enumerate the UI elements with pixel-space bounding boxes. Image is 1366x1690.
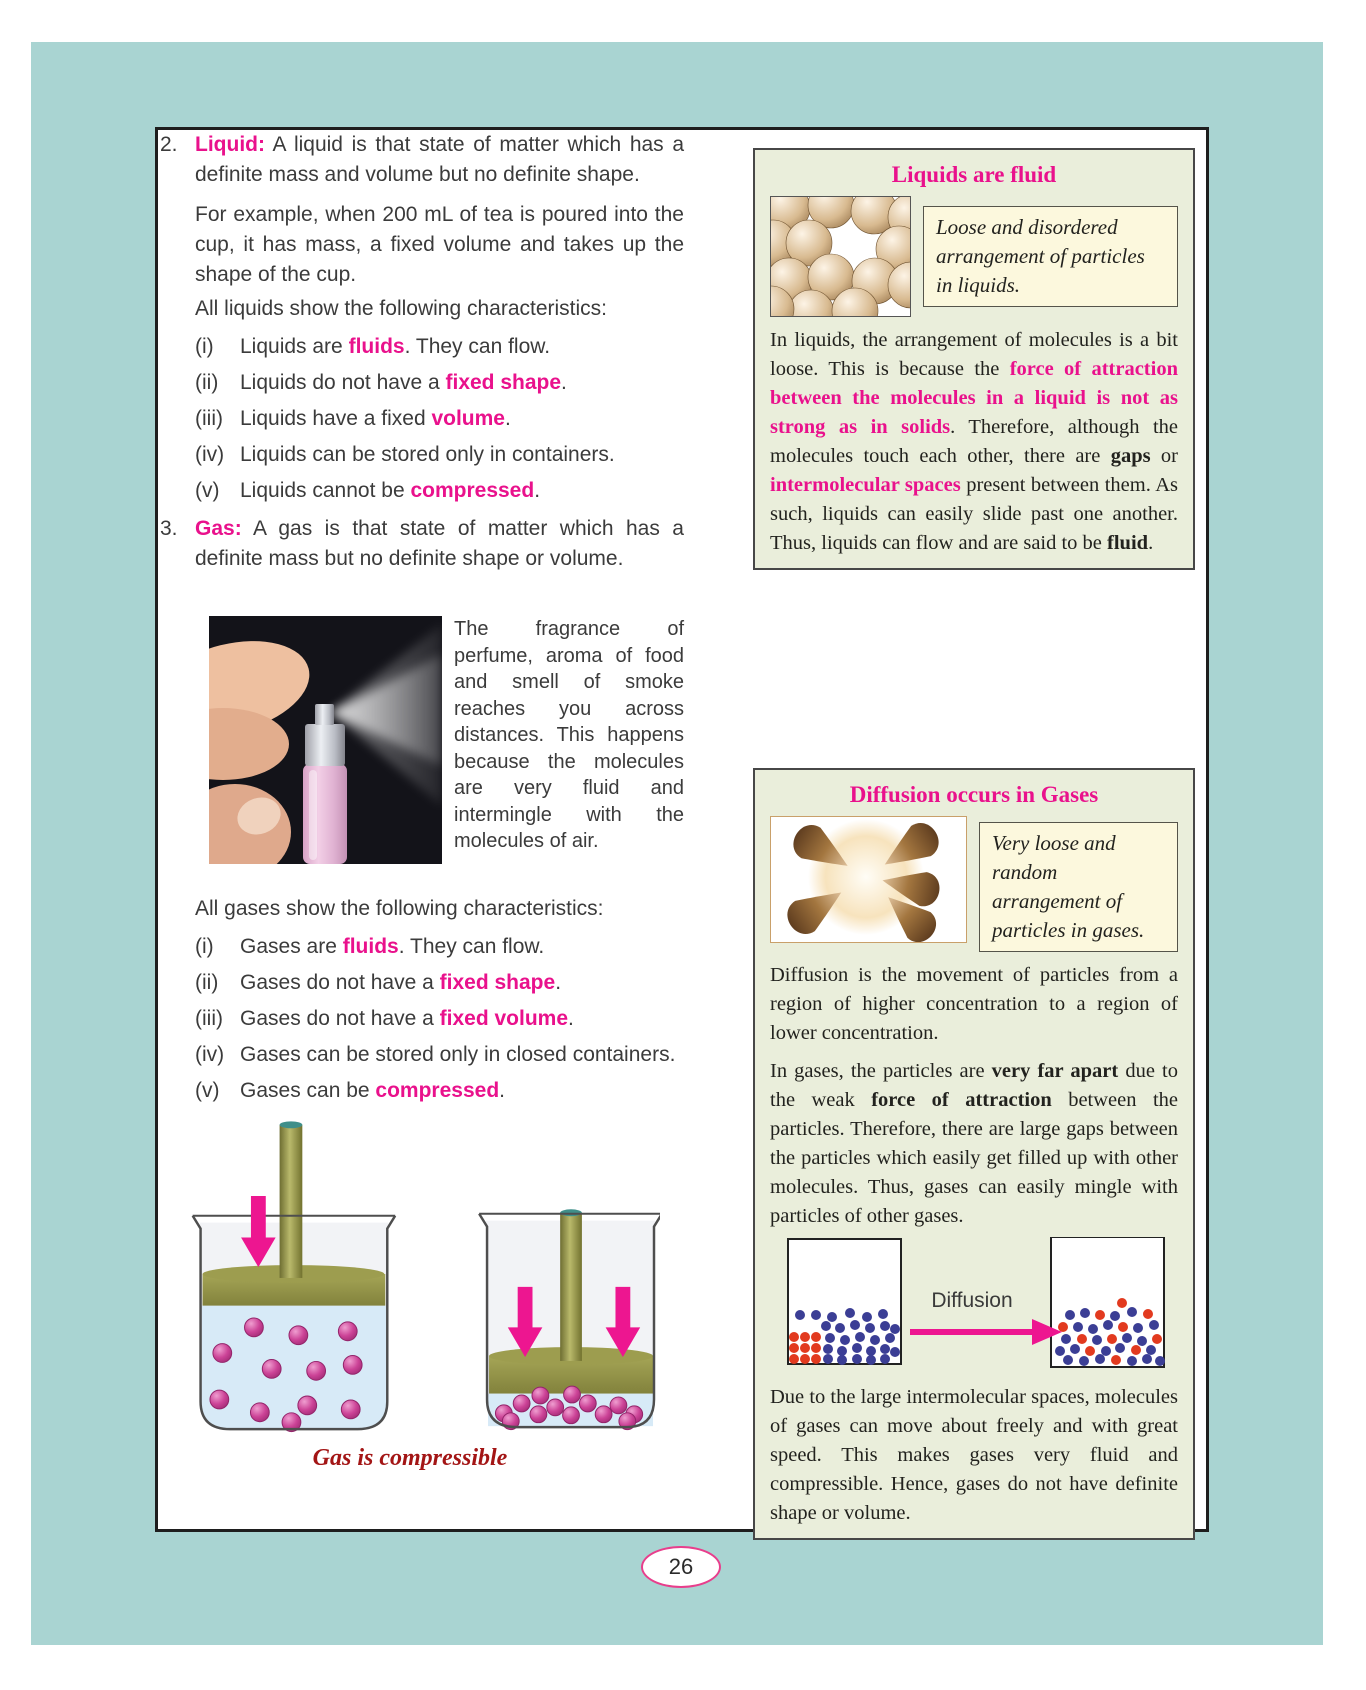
gas-compression-figure (160, 1112, 684, 1473)
liquid-point-iii (160, 404, 684, 434)
gas-point-ii (160, 968, 684, 998)
list-marker: (iv) (195, 1043, 225, 1066)
diffusion-conclusion: Due to the large intermolecular spaces, molecules of gases can move about freely and with great speed. This makes gases very fluid and compressible. Hence, gases do not have definite shape or volume. (770, 1386, 1178, 1524)
point-text: Gases are (240, 935, 343, 958)
list-marker: (v) (195, 1079, 220, 1102)
point-text: . (499, 1079, 505, 1102)
point-text: . (505, 407, 511, 430)
liquid-point-v (160, 476, 684, 506)
list-marker: (iv) (195, 443, 225, 466)
perfume-spray-photo (209, 616, 442, 864)
bold-segment: force of attraction (871, 1089, 1052, 1111)
diffusion-box (753, 768, 1195, 1540)
figure-caption: Gas is compressible (312, 1445, 508, 1471)
highlight-segment: intermolecular spaces (770, 474, 961, 496)
diffusion-diagram-svg (770, 1237, 1178, 1369)
point-text: Liquids can be stored only in containers. (240, 443, 615, 466)
page-number: 26 (668, 1554, 694, 1579)
gas-point-iii (160, 1004, 684, 1034)
beakers-diagram (160, 1112, 660, 1438)
perfume-paragraph: The fragrance of perfume, aroma of food and smell of smoke reaches you across distances. This happens because the molecules are very fluid and intermingle with the molecules of air. (454, 618, 684, 852)
left-column (160, 128, 684, 1473)
liquids-are-fluid-box (753, 148, 1195, 570)
point-text: . (555, 971, 562, 994)
page-number-badge (641, 1546, 721, 1588)
gas-point-iv (160, 1040, 684, 1070)
perfume-figure-row (209, 616, 684, 864)
liquids-intro: All liquids show the following characteristics: (195, 297, 608, 320)
liquid-particles-image (770, 196, 911, 317)
point-text: Liquids have a fixed (240, 407, 432, 430)
liquid-definition-text: A liquid is that state of matter which has a definite mass and volume but no definite shape. (195, 133, 684, 186)
highlight-word: fluids (348, 335, 405, 358)
highlight-word: compressed (410, 479, 535, 502)
point-text: Gases do not have a (240, 1007, 440, 1030)
liquids-paragraph (770, 326, 1178, 558)
list-marker: (iii) (195, 1007, 223, 1030)
highlight-word: fluids (342, 935, 399, 958)
list-marker: (ii) (195, 371, 219, 394)
list-marker: (v) (195, 479, 220, 502)
bold-segment: fluid (1107, 532, 1149, 554)
term-liquid: Liquid: (195, 133, 265, 156)
highlight-word: fixed volume (439, 1007, 569, 1030)
text-segment: . Therefore, although the molecules touch each other, there are (770, 416, 1178, 467)
highlight-word: volume (431, 407, 505, 430)
gases-intro: All gases show the following characteristics: (195, 897, 604, 920)
highlight-word: fixed shape (445, 371, 562, 394)
list-marker: (i) (195, 935, 214, 958)
liquid-example: For example, when 200 mL of tea is poured into the cup, it has mass, a fixed volume and takes up the shape of the cup. (195, 203, 684, 286)
point-text: . They can flow. (404, 335, 551, 358)
gas-particles-figure (770, 816, 1178, 952)
liquid-definition (160, 130, 684, 190)
text-segment: . (1148, 532, 1154, 554)
point-text: Gases do not have a (240, 971, 440, 994)
list-marker: (i) (195, 335, 214, 358)
list-marker: (ii) (195, 971, 219, 994)
liquid-point-ii (160, 368, 684, 398)
text-segment: present between them. As such, liquids can easily slide past one another. Thus, liquids can flow and are said to be (770, 474, 1178, 554)
text-segment: between the particles. Therefore, there are large gaps between the particles which easily get filled up with other molecules. Thus, gases can easily mingle with particles of other gases. (770, 1089, 1179, 1227)
point-text: Liquids are (240, 335, 349, 358)
list-marker: (iii) (195, 407, 223, 430)
gas-particles-paragraph (770, 1057, 1178, 1231)
point-text: . (534, 479, 541, 502)
point-text: . They can flow. (398, 935, 545, 958)
gas-definition-text: A gas is that state of matter which has a definite mass but no definite shape or volume. (195, 517, 684, 570)
gas-particles-image (770, 816, 967, 943)
point-text: Liquids cannot be (240, 479, 411, 502)
text-segment: or (1150, 445, 1178, 467)
highlight-word: compressed (375, 1079, 500, 1102)
point-text: . (568, 1007, 574, 1030)
highlight-word: fixed shape (439, 971, 556, 994)
text-segment: In gases, the particles are (770, 1060, 992, 1082)
point-text: Gases can be stored only in closed containers. (240, 1043, 676, 1066)
list-number: 2. (160, 133, 178, 156)
list-number: 3. (160, 517, 178, 540)
point-text: Liquids do not have a (240, 371, 446, 394)
liquid-point-i (160, 332, 684, 362)
diffusion-definition: Diffusion is the movement of particles from a region of higher concentration to a region of lower concentration. (770, 964, 1178, 1044)
gas-point-i (160, 932, 684, 962)
liquid-particles-figure (770, 196, 1178, 317)
point-text: . (561, 371, 567, 394)
gas-definition (160, 514, 684, 574)
highlight-segment: force of attraction between the molecules in a liquid is not as strong as in solids (770, 358, 1178, 438)
text-segment: In liquids, the arrangement of molecules is a bit loose. This is because the (770, 329, 1178, 380)
text-segment: due to the weak (770, 1060, 1178, 1111)
bold-segment: very far apart (991, 1060, 1119, 1082)
image-caption: Very loose and random arrangement of particles in gases. (979, 822, 1178, 952)
image-caption: Loose and disordered arrangement of particles in liquids. (923, 206, 1178, 307)
diffusion-diagram (770, 1237, 1178, 1374)
gas-point-v (160, 1076, 684, 1106)
box-title: Liquids are fluid (891, 162, 1057, 187)
point-text: Gases can be (240, 1079, 376, 1102)
term-gas: Gas: (195, 517, 242, 540)
diffusion-arrow-label: Diffusion (931, 1289, 1013, 1312)
bold-segment: gaps (1110, 445, 1151, 467)
box-title: Diffusion occurs in Gases (849, 782, 1099, 807)
liquid-point-iv (160, 440, 684, 470)
